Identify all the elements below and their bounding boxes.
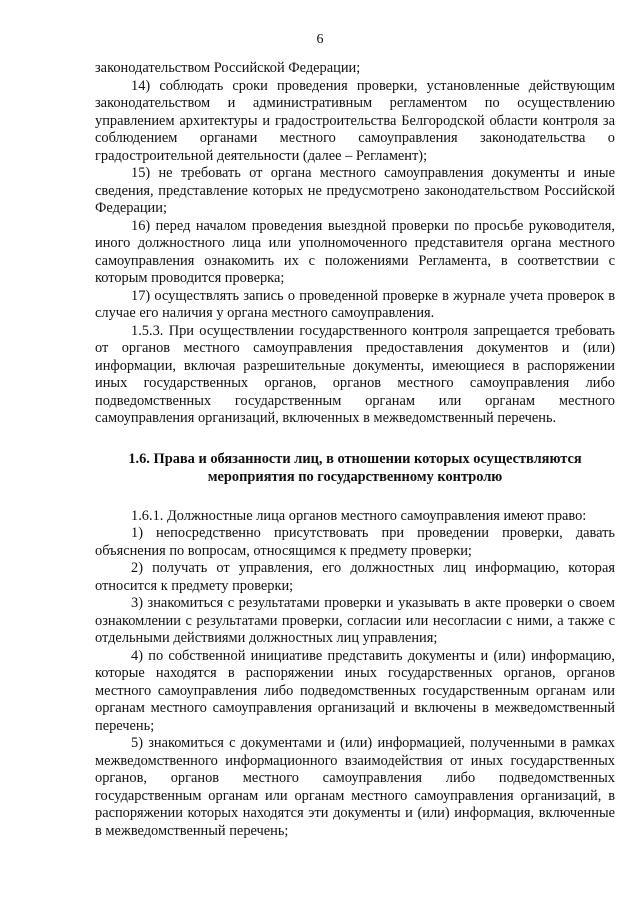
paragraph: 15) не требовать от органа местного самоуправления документы и иные сведения, представление которых не предусмотрено законодательством Российской Федерации; (95, 165, 615, 216)
paragraph: 3) знакомиться с результатами проверки и указывать в акте проверки о своем ознакомлении с результатами проверки, согласии или несогласии с ними, а также с отдельными действиями должностных лиц управления; (95, 595, 615, 646)
paragraph: законодательством Российской Федерации; (95, 60, 361, 76)
paragraph: 2) получать от управления, его должностных лиц информацию, которая относится к предмету проверки; (95, 560, 615, 594)
paragraph: 14) соблюдать сроки проведения проверки, установленные действующим законодательством и административным регламентом по осуществлению управлением архитектуры и градостроительства Белгородской области контроля за соблюдением органами местного самоуправления законодательства о градостроительной деятельности (далее – Регламент); (95, 77, 615, 164)
paragraph: 1.6.1. Должностные лица органов местного самоуправления имеют право: (131, 507, 587, 524)
section-1-5-continued (95, 60, 615, 428)
page-number: 6 (316, 32, 324, 47)
paragraph: 1.5.3. При осуществлении государственного контроля запрещается требовать от органов местного самоуправления предоставления документов и (или) информации, включая разрешительные документы, имеющиеся в распоряжении иных государственных органов, органов местного самоуправления либо подведомственных государственным органам или органам местного самоуправления организаций, включенных в межведомственный перечень. (95, 322, 615, 426)
paragraph: 5) знакомиться с документами и (или) информацией, полученными в рамках межведомственного информационного взаимодействия от иных государственных органов, органов местного самоуправления либо подведомственных государственным органам или органам местного самоуправления организаций, в распоряжении которых находятся эти документы и (или) информация, включенные в межведомственный перечень; (95, 735, 615, 839)
document-body (95, 60, 615, 840)
section-1-6-body (95, 508, 615, 841)
paragraph: 16) перед началом проведения выездной проверки по просьбе руководителя, иного должностного лица или уполномоченного представителя органа местного самоуправления ознакомить их с положениями Регламента, в соответствии с которым проводится проверка; (95, 217, 615, 286)
paragraph: 4) по собственной инициативе представить документы и (или) информацию, которые находятся в распоряжении иных государственных органов, органов местного самоуправления либо подведомственных государственным органам или органам местного самоуправления организаций и включены в межведомственный перечень; (95, 647, 615, 734)
paragraph: 1) непосредственно присутствовать при проведении проверки, давать объяснения по вопросам, относящимся к предмету проверки; (95, 525, 615, 559)
section-heading-1-6: 1.6. Права и обязанности лиц, в отношении которых осуществляются мероприятия по государственному контролю (128, 450, 582, 485)
paragraph: 17) осуществлять запись о проведенной проверке в журнале учета проверок в случае его наличия у органа местного самоуправления. (95, 287, 615, 321)
